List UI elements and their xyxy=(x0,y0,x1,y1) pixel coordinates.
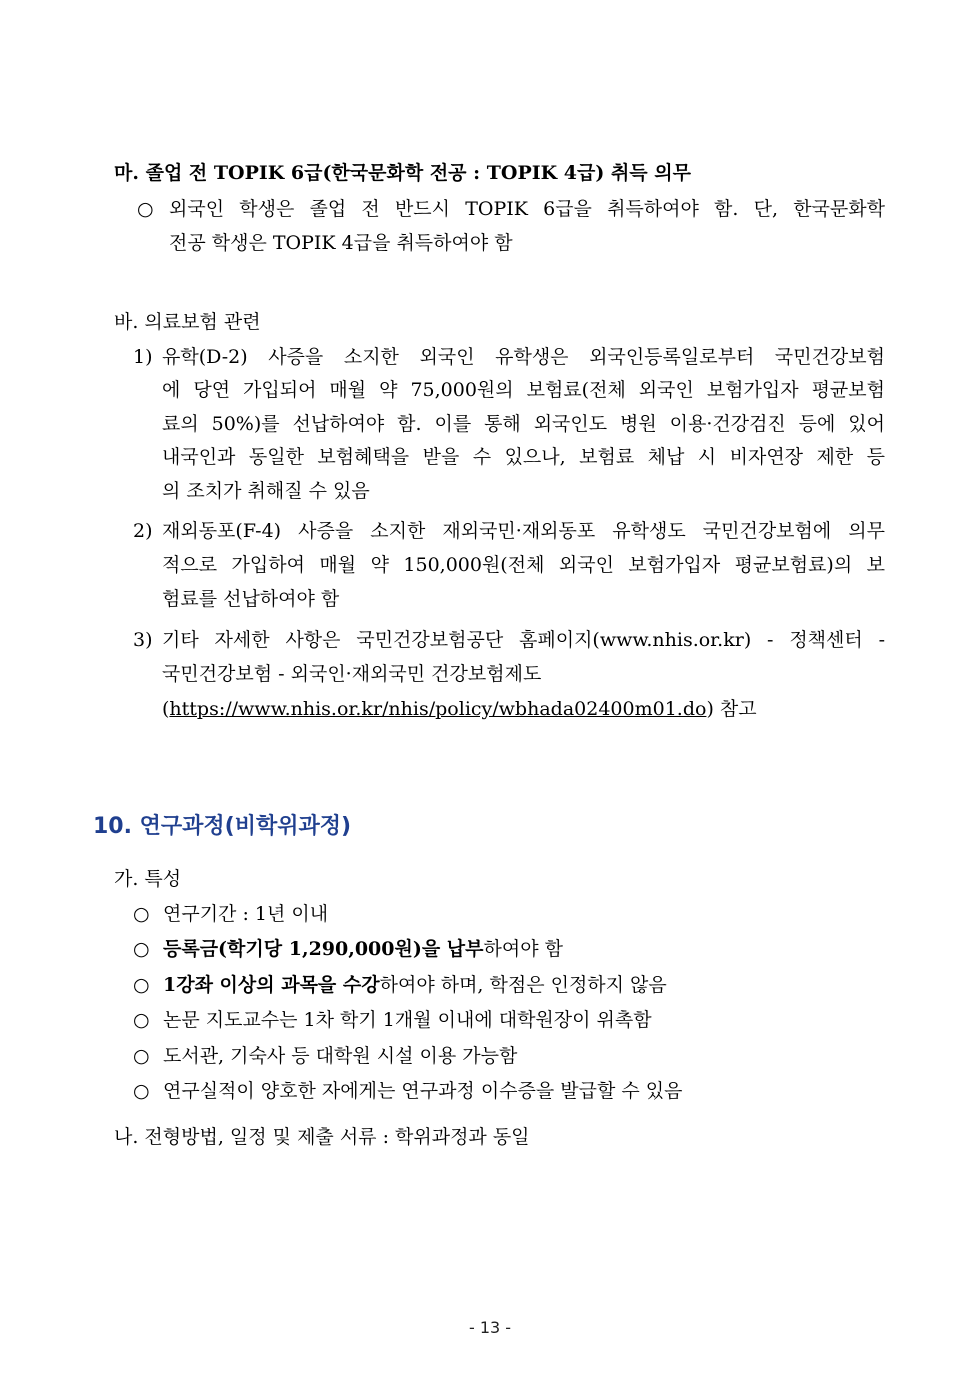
ba-item1-line: 료의 50%)를 선납하여야 함. 이를 통해 외국인도 병원 이용·건강검진 등에 있어 xyxy=(162,413,885,435)
bullet-icon: ○ xyxy=(133,938,150,960)
ba-item1-line: 내국인과 동일한 보험혜택을 받을 수 있으나, 보험료 체납 시 비자연장 제한 등 xyxy=(162,446,885,468)
ba-item1-line: 의 조치가 취해질 수 있음 xyxy=(162,480,370,502)
ba-item1-line: 유학(D-2) 사증을 소지한 외국인 유학생은 외국인등록일로부터 국민건강보험 xyxy=(162,346,885,368)
ba-item3-line-1: 기타 자세한 사항은 국민건강보험공단 홈페이지(www.nhis.or.kr) - 정책센터 - xyxy=(162,629,885,651)
ma-bullet-line-2: 전공 학생은 TOPIK 4급을 취득하여야 함 xyxy=(169,232,513,254)
section-10-title: 10. 연구과정(비학위과정) xyxy=(93,814,352,839)
reference-suffix: ) 참고 xyxy=(706,698,757,720)
bullet-icon: ○ xyxy=(133,1080,150,1102)
bullet-icon: ○ xyxy=(137,198,154,220)
item-number: 1) xyxy=(133,346,153,368)
ba-item2-line: 재외동포(F-4) 사증을 소지한 재외국민·재외동포 유학생도 국민건강보험에 의무 xyxy=(162,520,885,542)
open-paren: ( xyxy=(162,698,170,720)
ga-item-4: 논문 지도교수는 1차 학기 1개월 이내에 대학원장이 위촉함 xyxy=(163,1009,652,1031)
course-emphasis: 1강좌 이상의 과목을 수강 xyxy=(163,974,380,996)
ga-item-3 xyxy=(163,970,667,1000)
bullet-icon: ○ xyxy=(133,974,150,996)
item-number: 2) xyxy=(133,520,153,542)
nhis-policy-link[interactable]: https://www.nhis.or.kr/nhis/policy/wbhada02400m01.do xyxy=(169,698,707,720)
ga-item-6: 연구실적이 양호한 자에게는 연구과정 이수증을 발급할 수 있음 xyxy=(163,1080,683,1102)
ba-item2-line: 적으로 가입하여 매월 약 150,000원(전체 외국인 보험가입자 평균보험료)의 보 xyxy=(162,554,885,576)
section-ba-heading: 바. 의료보험 관련 xyxy=(114,311,261,333)
section-ma-heading: 마. 졸업 전 TOPIK 6급(한국문화학 전공 : TOPIK 4급) 취득 의무 xyxy=(114,162,691,184)
ba-item3-line-2: 국민건강보험 - 외국인·재외국민 건강보험제도 xyxy=(162,663,542,685)
ga-item-1: 연구기간 : 1년 이내 xyxy=(163,903,329,925)
tuition-emphasis: 등록금(학기당 1,290,000원)을 납부 xyxy=(163,938,484,960)
ba-item1-line: 에 당연 가입되어 매월 약 75,000원의 보험료(전체 외국인 보험가입자 평균보험 xyxy=(162,379,885,401)
page-number: - 13 - xyxy=(468,1318,512,1337)
item-number: 3) xyxy=(133,629,153,651)
ba-item2-line: 험료를 선납하여야 함 xyxy=(162,588,340,610)
ga-item-3-rest: 하여야 하며, 학점은 인정하지 않음 xyxy=(379,974,667,996)
ba-item3-line-3 xyxy=(162,694,757,724)
ga-item-2 xyxy=(163,934,563,964)
section-ga-heading: 가. 특성 xyxy=(114,868,182,890)
ma-bullet-line-1: 외국인 학생은 졸업 전 반드시 TOPIK 6급을 취득하여야 함. 단, 한국문화학 xyxy=(169,198,885,220)
ga-item-2-rest: 하여야 함 xyxy=(483,938,563,960)
bullet-icon: ○ xyxy=(133,903,150,925)
section-na-heading: 나. 전형방법, 일정 및 제출 서류 : 학위과정과 동일 xyxy=(114,1126,530,1148)
bullet-icon: ○ xyxy=(133,1045,150,1067)
ga-item-5: 도서관, 기숙사 등 대학원 시설 이용 가능함 xyxy=(163,1045,518,1067)
bullet-icon: ○ xyxy=(133,1009,150,1031)
